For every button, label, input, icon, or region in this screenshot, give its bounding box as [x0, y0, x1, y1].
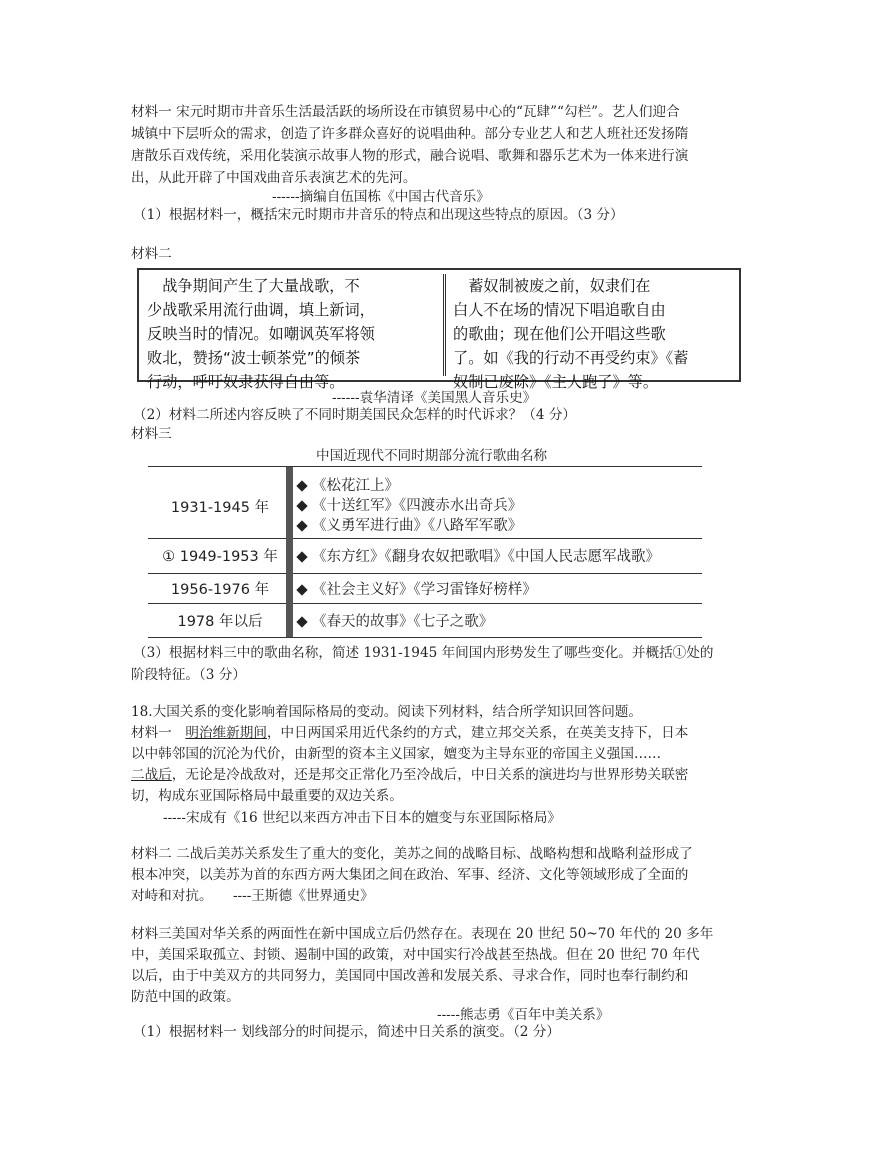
m2-right-line: 蓄奴制被废之前，奴隶们在: [453, 277, 651, 295]
m2-left-line: 反映当时的情况。如嘲讽英军将领: [147, 325, 375, 343]
m1-line-3: 唐散乐百戏传统，采用化装演示故事人物的形式，融合说唱、歌舞和器乐艺术为一体来进行演: [131, 148, 689, 164]
m3-period: 1956-1976 年: [170, 582, 270, 598]
q18-m1-text: ，中日两国采用近代条约的方式，建立邦交关系，在英美支持下，日本: [266, 725, 689, 741]
diamond-bullet-icon: [296, 616, 307, 627]
m3-songs: [298, 514, 522, 535]
q18-m1-source: -----宋成有《16 世纪以来西方冲击下日本的嬗变与东亚国际格局》: [163, 810, 562, 826]
q18-m2-line-1: 材料二 二战后美苏关系发生了重大的变化，美苏之间的战略目标、战略构想和战略利益形成了: [131, 846, 693, 862]
m1-line-2: 城镇中下层听众的需求，创造了许多群众喜好的说唱曲种。部分专业艺人和艺人班社还发扬隋: [131, 126, 689, 142]
m3-period: 1931-1945 年: [170, 500, 270, 516]
m3-song: 《春天的故事》《七子之歌》: [312, 614, 494, 630]
m3-songs: [298, 474, 399, 495]
m2-left-line: 少战歌采用流行曲调，填上新词，: [147, 301, 375, 319]
diamond-bullet-icon: [296, 500, 307, 511]
m2-source: ------袁华清译《美国黑人音乐史》: [332, 390, 537, 406]
m3-song: 《十送红军》《四渡赤水出奇兵》: [312, 498, 523, 514]
m2-left-line: 行动，呼吁奴隶获得自由等。: [147, 373, 345, 391]
m2-column-divider: [443, 274, 446, 376]
m3-rule: [148, 538, 702, 539]
m3-rule-bottom: [148, 637, 702, 638]
q18-question-1: （1）根据材料一 划线部分的时间提示，简述中日关系的演变。（2 分）: [133, 1024, 560, 1040]
q18-m1-text: ，无论是冷战敌对，还是邦交正常化乃至冷战后，中日关系的演进均与世界形势关联密: [171, 767, 689, 783]
q18-m1-line-4: 切，构成东亚国际格局中最重要的双边关系。: [131, 788, 403, 804]
m3-song: 《社会主义好》《学习雷锋好榜样》: [312, 582, 537, 598]
m2-question: （2）材料二所述内容反映了不同时期美国民众怎样的时代诉求？（4 分）: [133, 407, 577, 423]
m1-line-4: 出，从此开辟了中国戏曲音乐表演艺术的先河。: [131, 170, 417, 186]
m2-right-line: 奴制已废除》《主人跑了》等。: [453, 373, 659, 391]
q18-m1-line-3: [131, 764, 688, 786]
m3-table-title: 中国近现代不同时期部分流行歌曲名称: [316, 448, 548, 464]
m3-songs: [298, 545, 660, 566]
m3-period: ① 1949-1953 年: [162, 549, 278, 565]
m2-left-line: 败北，赞扬“波士顿茶党”的倾茶: [147, 349, 361, 367]
m3-song: 《松花江上》: [312, 478, 399, 494]
diamond-bullet-icon: [296, 480, 307, 491]
m3-songs: [298, 578, 537, 599]
m2-right-column: [453, 274, 735, 394]
m2-right-line: 了。如《我的行动不再受约束》《蓄: [453, 349, 689, 367]
q18-intro: 18.大国关系的变化影响着国际格局的变动。阅读下列材料，结合所学知识回答问题。: [131, 704, 642, 720]
m3-song: 《东方红》《翻身农奴把歌唱》《中国人民志愿军战歌》: [312, 549, 660, 565]
q18-m3-source: -----熊志勇《百年中美关系》: [437, 1007, 610, 1023]
diamond-bullet-icon: [296, 584, 307, 595]
m2-text-box: [137, 268, 741, 391]
m2-left-column: [147, 274, 437, 394]
m2-label: 材料二: [131, 246, 172, 262]
q18-m3-line-3: 以后，由于中美双方的共同努力，美国同中国改善和发展关系、寻求合作，同时也奉行制约和: [131, 968, 689, 984]
m2-left-line: 战争期间产生了大量战歌，不: [147, 277, 360, 295]
m2-right-line: 白人不在场的情况下唱追歌自由: [453, 301, 666, 319]
m3-rule: [148, 573, 702, 574]
q18-m3-line-4: 防范中国的政策。: [131, 989, 240, 1005]
m3-songs: [298, 610, 493, 631]
q18-m1-label: 材料一: [131, 725, 186, 741]
m3-period: 1978 年以后: [177, 614, 263, 630]
q18-m3-line-1: 材料三美国对华关系的两面性在新中国成立后仍然存在。表现在 20 世纪 50~70 年代的 20 多年: [131, 926, 714, 942]
m2-right-line: 的歌曲；现在他们公开唱这些歌: [453, 325, 666, 343]
m3-label: 材料三: [131, 426, 172, 442]
diamond-bullet-icon: [296, 520, 307, 531]
m1-question: （1）根据材料一，概括宋元时期市井音乐的特点和出现这些特点的原因。（3 分）: [133, 207, 624, 223]
m3-timeline-axis: [286, 467, 293, 637]
m3-song: 《义勇军进行曲》《八路军军歌》: [312, 518, 523, 534]
q18-m1-line-1: [131, 722, 688, 744]
m3-question-line-2: 阶段特征。（3 分）: [131, 667, 246, 683]
q18-m1-line-2: 以中韩邻国的沉沦为代价，由新型的资本主义国家，嬗变为主导东亚的帝国主义强国……: [131, 746, 662, 762]
diamond-bullet-icon: [296, 551, 307, 562]
m3-songs: [298, 494, 522, 515]
m1-line-1: 材料一 宋元时期市井音乐生活最活跃的场所设在市镇贸易中心的“瓦肆”“勾栏”。艺人们迎合: [131, 104, 680, 120]
m3-rule-top: [148, 466, 702, 467]
m3-question-line-1: （3）根据材料三中的歌曲名称，简述 1931-1945 年间国内形势发生了哪些变化。并概括①处的: [133, 645, 714, 661]
q18-m2-line-3: 对峙和对抗。 ----王斯德《世界通史》: [131, 888, 374, 904]
q18-m3-line-2: 中，美国采取孤立、封锁、遏制中国的政策，对中国实行冷战甚至热战。但在 20 世纪 70 年代: [131, 947, 700, 963]
q18-m1-underlined-period: 明治维新期间: [185, 725, 267, 741]
q18-m2-line-2: 根本冲突，以美苏为首的东西方两大集团之间在政治、军事、经济、文化等领域形成了全面的: [131, 867, 689, 883]
m3-rule: [148, 603, 702, 604]
q18-m1-underlined-postwar: 二战后: [131, 767, 172, 783]
m1-source: ------摘编自伍国栋《中国古代音乐》: [272, 189, 490, 205]
